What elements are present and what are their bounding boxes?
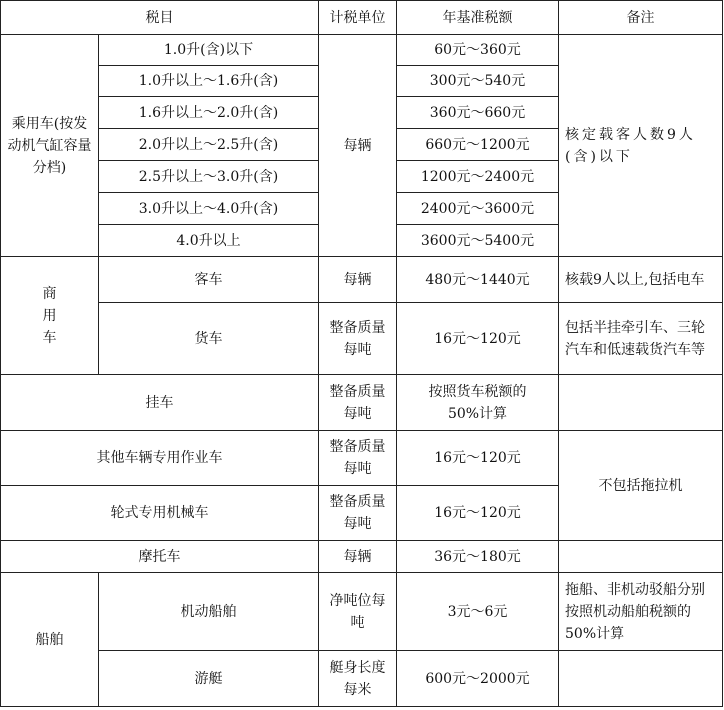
yacht-rate: 600元～2000元 (397, 651, 559, 707)
special-vehicle-unit: 整备质量每吨 (319, 431, 397, 486)
passenger-item: 1.6升以上～2.0升(含) (99, 97, 319, 129)
trailer-unit: 整备质量每吨 (319, 375, 397, 431)
special-vehicle-item: 其他车辆专用作业车 (1, 431, 319, 486)
passenger-rate: 1200元～2400元 (397, 161, 559, 193)
table-row (1, 257, 723, 303)
header-rate: 年基准税额 (397, 1, 559, 35)
bus-rate: 480元～1440元 (397, 257, 559, 303)
wheeled-machine-item: 轮式专用机械车 (1, 486, 319, 541)
commercial-category: 商用车 (1, 257, 99, 375)
passenger-item: 3.0升以上～4.0升(含) (99, 193, 319, 225)
header-note: 备注 (559, 1, 723, 35)
passenger-rate: 2400元～3600元 (397, 193, 559, 225)
trailer-item: 挂车 (1, 375, 319, 431)
motorcycle-unit: 每辆 (319, 541, 397, 573)
trailer-rate: 按照货车税额的50%计算 (397, 375, 559, 431)
trailer-note (559, 375, 723, 431)
yacht-item: 游艇 (99, 651, 319, 707)
passenger-category: 乘用车(按发动机气缸容量分档) (1, 35, 99, 257)
bus-unit: 每辆 (319, 257, 397, 303)
passenger-rate: 3600元～5400元 (397, 225, 559, 257)
table-row (1, 431, 723, 486)
wheeled-machine-unit: 整备质量每吨 (319, 486, 397, 541)
passenger-item: 1.0升以上～1.6升(含) (99, 66, 319, 97)
motor-ship-unit: 净吨位每吨 (319, 573, 397, 651)
passenger-rate: 360元～660元 (397, 97, 559, 129)
motorcycle-note (559, 541, 723, 573)
passenger-item: 4.0升以上 (99, 225, 319, 257)
bus-note: 核载9人以上,包括电车 (559, 257, 723, 303)
motor-ship-item: 机动船舶 (99, 573, 319, 651)
passenger-item: 2.0升以上～2.5升(含) (99, 129, 319, 161)
table-row (1, 541, 723, 573)
table-row (1, 303, 723, 375)
motorcycle-item: 摩托车 (1, 541, 319, 573)
wheeled-machine-rate: 16元～120元 (397, 486, 559, 541)
passenger-item: 2.5升以上～3.0升(含) (99, 161, 319, 193)
motorcycle-rate: 36元～180元 (397, 541, 559, 573)
truck-unit: 整备质量每吨 (319, 303, 397, 375)
passenger-item: 1.0升(含)以下 (99, 35, 319, 66)
table-row (1, 35, 723, 66)
table-row (1, 651, 723, 707)
table-row (1, 375, 723, 431)
yacht-note (559, 651, 723, 707)
other-note: 不包括拖拉机 (559, 431, 723, 541)
truck-note: 包括半挂牵引车、三轮汽车和低速载货汽车等 (559, 303, 723, 375)
yacht-unit: 艇身长度每米 (319, 651, 397, 707)
motor-ship-rate: 3元～6元 (397, 573, 559, 651)
table-row (1, 573, 723, 651)
passenger-rate: 300元～540元 (397, 66, 559, 97)
special-vehicle-rate: 16元～120元 (397, 431, 559, 486)
header-item: 税目 (1, 1, 319, 35)
truck-rate: 16元～120元 (397, 303, 559, 375)
passenger-rate: 60元～360元 (397, 35, 559, 66)
passenger-rate: 660元～1200元 (397, 129, 559, 161)
header-row (1, 1, 723, 35)
passenger-note: 核定载客人数9人(含)以下 (559, 35, 723, 257)
ships-category: 船舶 (1, 573, 99, 707)
motor-ship-note: 拖船、非机动驳船分别按照机动船舶税额的50%计算 (559, 573, 723, 651)
bus-item: 客车 (99, 257, 319, 303)
truck-item: 货车 (99, 303, 319, 375)
header-unit: 计税单位 (319, 1, 397, 35)
passenger-unit: 每辆 (319, 35, 397, 257)
